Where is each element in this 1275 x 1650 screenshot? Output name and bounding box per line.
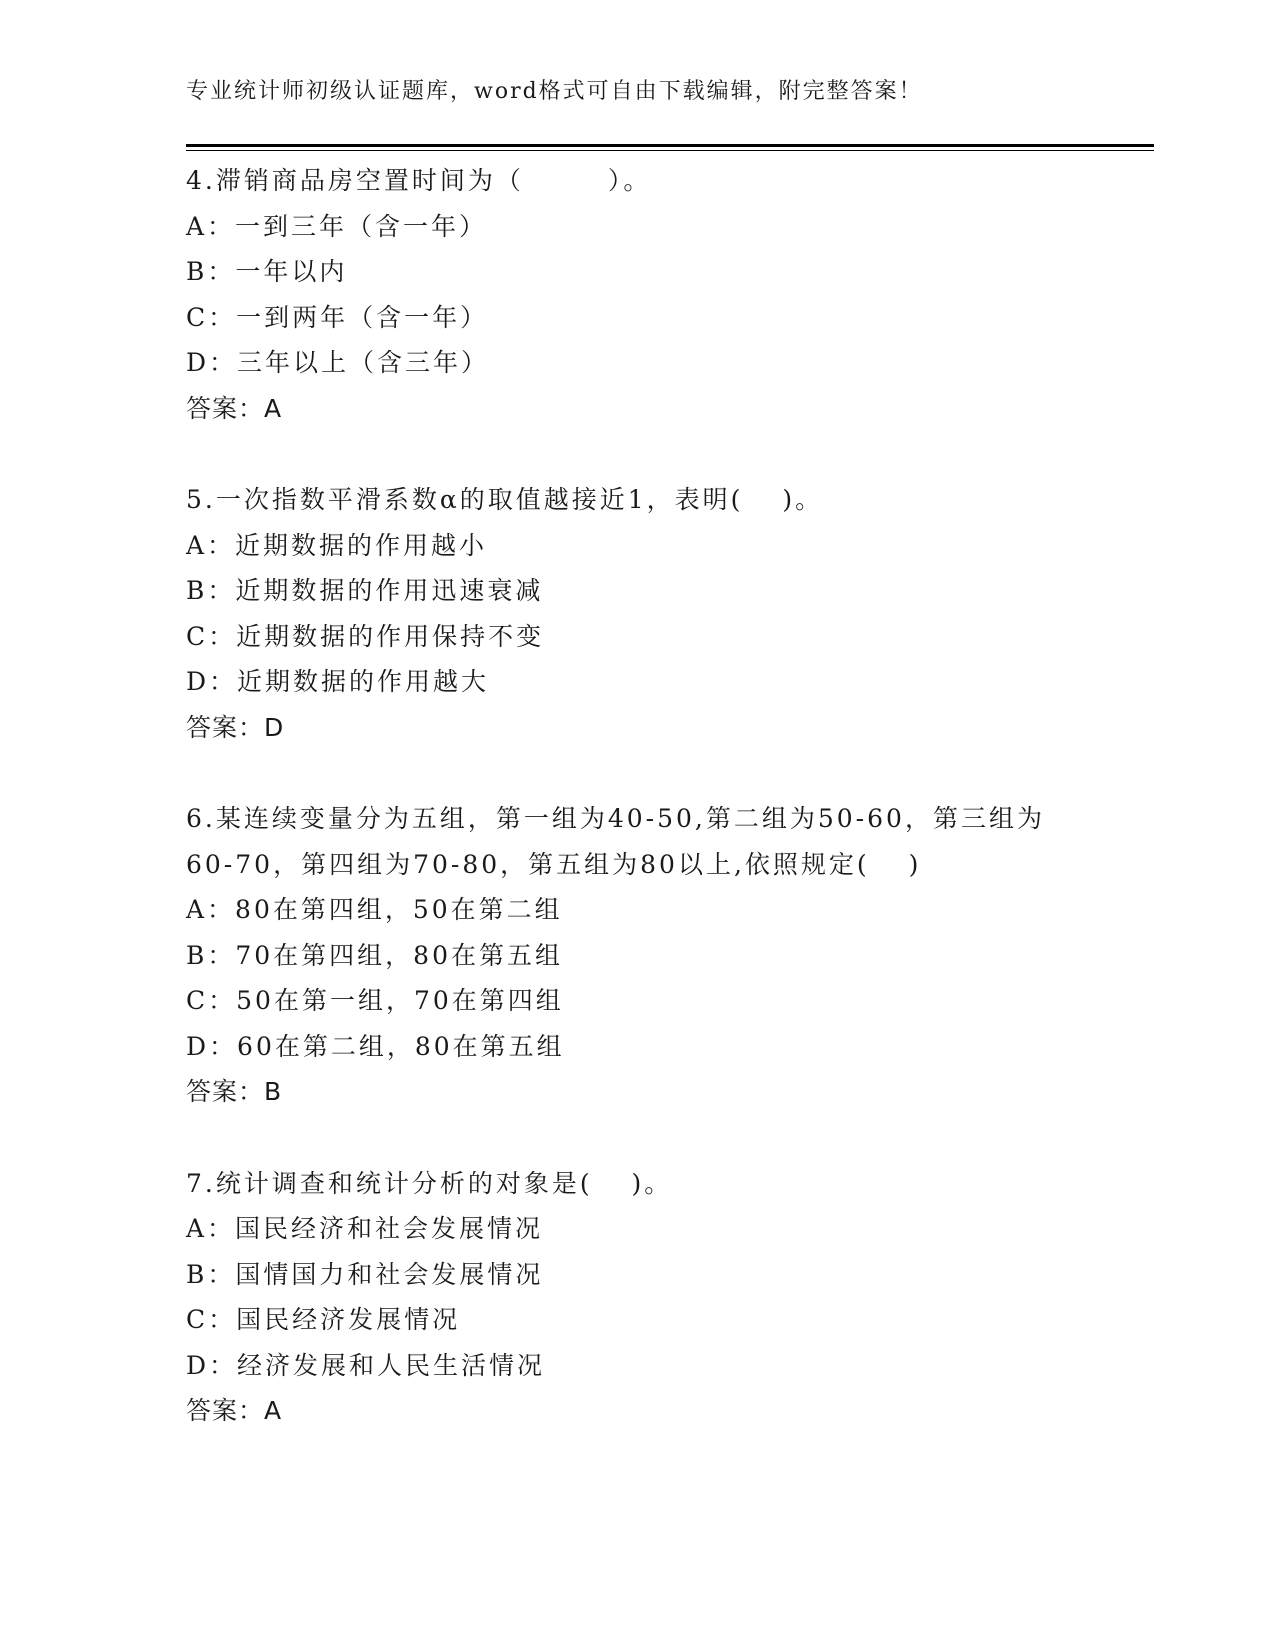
question-7 — [186, 1161, 1086, 1434]
question-4 — [186, 158, 1086, 431]
option-c: C：近期数据的作用保持不变 — [186, 621, 545, 651]
answer-line: 答案：B — [186, 1077, 283, 1106]
page-header: 专业统计师初级认证题库，word格式可自由下载编辑，附完整答案！ — [186, 79, 923, 104]
option-b: B：国情国力和社会发展情况 — [186, 1259, 544, 1289]
option-c: C：国民经济发展情况 — [186, 1305, 461, 1334]
question-stem: 5.一次指数平滑系数α的取值越接近1，表明( )。 — [186, 485, 824, 514]
header-rule-thin — [186, 150, 1154, 151]
option-a: A：一到三年（含一年） — [186, 211, 488, 241]
option-a: A：国民经济和社会发展情况 — [186, 1214, 544, 1243]
option-c: C：50在第一组，70在第四组 — [186, 986, 564, 1015]
answer-line: 答案：A — [186, 1396, 283, 1425]
option-d: D：经济发展和人民生活情况 — [186, 1350, 546, 1380]
question-stem: 7.统计调查和统计分析的对象是( )。 — [186, 1168, 673, 1198]
header-rule-thick — [186, 144, 1154, 147]
option-b: B：近期数据的作用迅速衰减 — [186, 576, 544, 605]
answer-line: 答案：D — [186, 712, 285, 742]
option-b: B：一年以内 — [186, 257, 348, 286]
option-c: C：一到两年（含一年） — [186, 302, 489, 332]
question-stem-line-2: 60-70，第四组为70-80，第五组为80以上,依照规定( ) — [186, 849, 922, 879]
answer-line: 答案：A — [186, 393, 283, 423]
option-a: A：近期数据的作用越小 — [186, 530, 488, 560]
question-stem-line-1: 6.某连续变量分为五组，第一组为40-50,第二组为50-60，第三组为 — [186, 804, 1045, 833]
option-a: A：80在第四组，50在第二组 — [186, 895, 563, 924]
question-list — [186, 158, 1086, 1434]
option-d: D：近期数据的作用越大 — [186, 667, 490, 696]
question-5 — [186, 477, 1086, 750]
option-d: D：三年以上（含三年） — [186, 348, 490, 377]
option-d: D：60在第二组，80在第五组 — [186, 1031, 565, 1061]
question-stem: 4.滞销商品房空置时间为（ ）。 — [186, 166, 652, 195]
question-6 — [186, 796, 1086, 1115]
option-b: B：70在第四组，80在第五组 — [186, 940, 563, 970]
